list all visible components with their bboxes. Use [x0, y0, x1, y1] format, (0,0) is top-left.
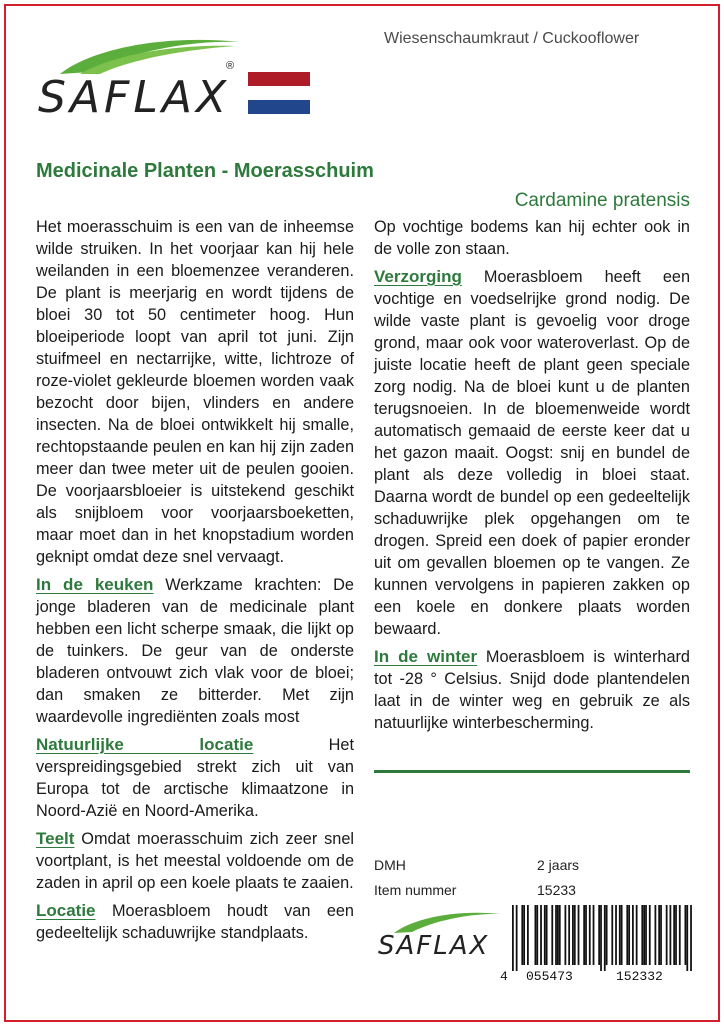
barcode-bar: [544, 905, 546, 965]
barcode-bar: [606, 905, 608, 965]
registered-mark: ®: [226, 60, 235, 72]
barcode-bar: [557, 905, 559, 965]
location-section: [36, 734, 354, 822]
kitchen-text: Werkzame krachten: De jonge bladeren van de medicinale plant hebben een licht scherpe smaak, die lijkt op de tuinkers. De geur van de onderste bladeren ontvouwt zich vlak voor de bloei; dan smaken ze bitterder. Met zijn waardevolle ingrediënten zoals most: [36, 576, 354, 726]
teelt-heading: Teelt: [36, 829, 75, 848]
barcode-bar: [583, 905, 585, 965]
barcode-bar: [645, 905, 647, 965]
brand-logo-text: SAFLAX: [38, 72, 231, 123]
barcode-bar: [516, 905, 518, 971]
right-column: [374, 216, 690, 740]
barcode-bar: [686, 905, 688, 971]
barcode-bar: [649, 905, 651, 965]
barcode-bar: [546, 905, 548, 965]
barcode-bar: [559, 905, 561, 965]
dmh-label: DMH: [374, 857, 406, 873]
barcode-bar: [643, 905, 645, 965]
winter-heading: In de winter: [374, 647, 478, 666]
barcode-bar: [615, 905, 617, 965]
barcode-digit-prefix: 4: [500, 969, 508, 984]
barcode-bar: [626, 905, 628, 965]
barcode-bar: [551, 905, 553, 965]
barcode-bar: [641, 905, 643, 965]
locatie-section: [36, 900, 354, 944]
barcode-bar: [675, 905, 677, 965]
barcode-bar: [585, 905, 587, 965]
barcode-bar: [523, 905, 525, 965]
barcode-bar: [555, 905, 557, 965]
barcode-bar: [600, 905, 602, 971]
barcode-bar: [673, 905, 675, 965]
barcode-bar: [540, 905, 542, 965]
care-section: [374, 266, 690, 640]
barcode-bar: [604, 905, 606, 971]
barcode-bar: [621, 905, 623, 965]
locatie-text: Moerasbloem houdt van een gedeeltelijk schaduwrijke standplaats.: [36, 902, 354, 942]
brand-logo-small: [376, 905, 506, 975]
right-intro-text: Op vochtige bodems kan hij echter ook in de volle zon staan.: [374, 218, 690, 258]
dutch-flag-icon: [248, 72, 310, 114]
barcode-bar: [632, 905, 634, 965]
winter-text: Moerasbloem is winterhard tot -28 ° Celsius. Snijd dode plantendelen laat in de winter weg en gebruik ze als natuurlijke winterbescherming.: [374, 648, 690, 732]
barcode-bar: [536, 905, 538, 965]
brand-logo-text-small: SAFLAX: [378, 931, 490, 961]
barcode-digits-left: 055473: [526, 969, 573, 984]
barcode-bar: [572, 905, 574, 965]
barcode-bar: [685, 905, 687, 965]
barcode-bar: [535, 905, 537, 965]
barcode-bar: [589, 905, 591, 965]
kitchen-section: [36, 574, 354, 728]
barcode-bar: [628, 905, 630, 965]
product-title: Medicinale Planten - Moerasschuim: [36, 160, 374, 182]
care-text: Moerasbloem heeft een vochtige en voedselrijke grond nodig. De wilde vaste plant is gevoelig voor droge grond, maar ook voor wateroverlast. Op de juiste locatie heeft de plant geen speciale zorg nodig. Na de bloei kunt u de planten terugsnoeien. In de bloemenweide wordt automatisch gemaaid de eerste keer dat u het gazon maait. Oogst: snij en bundel de plant als deze volledig in bloei staat. Daarna wordt de bundel op een gedeeltelijk schaduwrijke plek opgehangen om te drogen. Spreid een doek of papier eronder uit om gevallen bloemen op te vangen. Ze kunnen vervolgens in papieren zakken op een koele en donkere plaats worden bewaard.: [374, 268, 690, 638]
barcode-bar: [565, 905, 567, 965]
natural-location-heading: Natuurlijke locatie: [36, 735, 254, 754]
barcode-bar: [636, 905, 638, 965]
barcode-bar: [574, 905, 576, 965]
barcode-bar: [578, 905, 580, 965]
teelt-section: [36, 828, 354, 894]
barcode-bar: [611, 905, 613, 965]
barcode-bar: [521, 905, 523, 965]
brand-logo: [30, 28, 250, 128]
natural-location-text: Het verspreidingsgebied strekt zich uit van Europa tot de arctische klimaatzone in Noord-Azië en Noord-Amerika.: [36, 736, 354, 820]
barcode: [500, 905, 692, 985]
common-names: Wiesenschaumkraut / Cuckooflower: [384, 30, 640, 47]
barcode-bar: [598, 905, 600, 965]
latin-name: Cardamine pratensis: [514, 190, 690, 211]
left-column: [36, 216, 354, 950]
kitchen-heading: In de keuken: [36, 575, 154, 594]
item-number-label: Item nummer: [374, 882, 457, 898]
dmh-value: 2 jaars: [537, 857, 580, 873]
teelt-text: Omdat moerasschuim zich zeer snel voortplant, is het meestal voldoende om de zaden in april op een koele plaats te zaaien.: [36, 830, 354, 892]
locatie-heading: Locatie: [36, 901, 96, 920]
barcode-bar: [690, 905, 692, 971]
winter-section: [374, 646, 690, 734]
barcode-bar: [666, 905, 668, 965]
barcode-bar: [658, 905, 660, 965]
barcode-bar: [512, 905, 514, 971]
barcode-bar: [527, 905, 529, 965]
intro-text: Het moerasschuim is een van de inheemse wilde struiken. In het voorjaar kan hij hele weilanden in een bloemenzee veranderen. De plant is meerjarig en wordt tijdens de bloei 30 tot 50 centimeter hoog. Hun bloeiperiode loopt van april tot juni. Zijn stuifmeel en nectarrijke, witte, lichtroze of roze-violet gekleurde bloemen worden vaak bezocht door bijen, vlinders en andere insecten. Na de bloei ontwikkelt hij smalle, rechtopstaande peulen en kan hij zijn zaden meer dan twee meter uit de peulen gooien. De voorjaarsbloeier is uitstekend geschikt als snijbloem voor voorjaarsboeketten, maar moet dan in het knopstadium worden geknipt omdat deze snel vervaagt.: [36, 218, 354, 566]
care-heading: Verzorging: [374, 267, 462, 286]
barcode-bar: [679, 905, 681, 965]
barcode-bar: [660, 905, 662, 965]
barcode-bar: [655, 905, 657, 965]
section-divider: [374, 770, 690, 773]
item-number-value: 15233: [537, 882, 576, 898]
barcode-bar: [568, 905, 570, 965]
barcode-bar: [619, 905, 621, 965]
barcode-digits-right: 152332: [616, 969, 663, 984]
barcode-bar: [670, 905, 672, 965]
barcode-bar: [593, 905, 595, 965]
